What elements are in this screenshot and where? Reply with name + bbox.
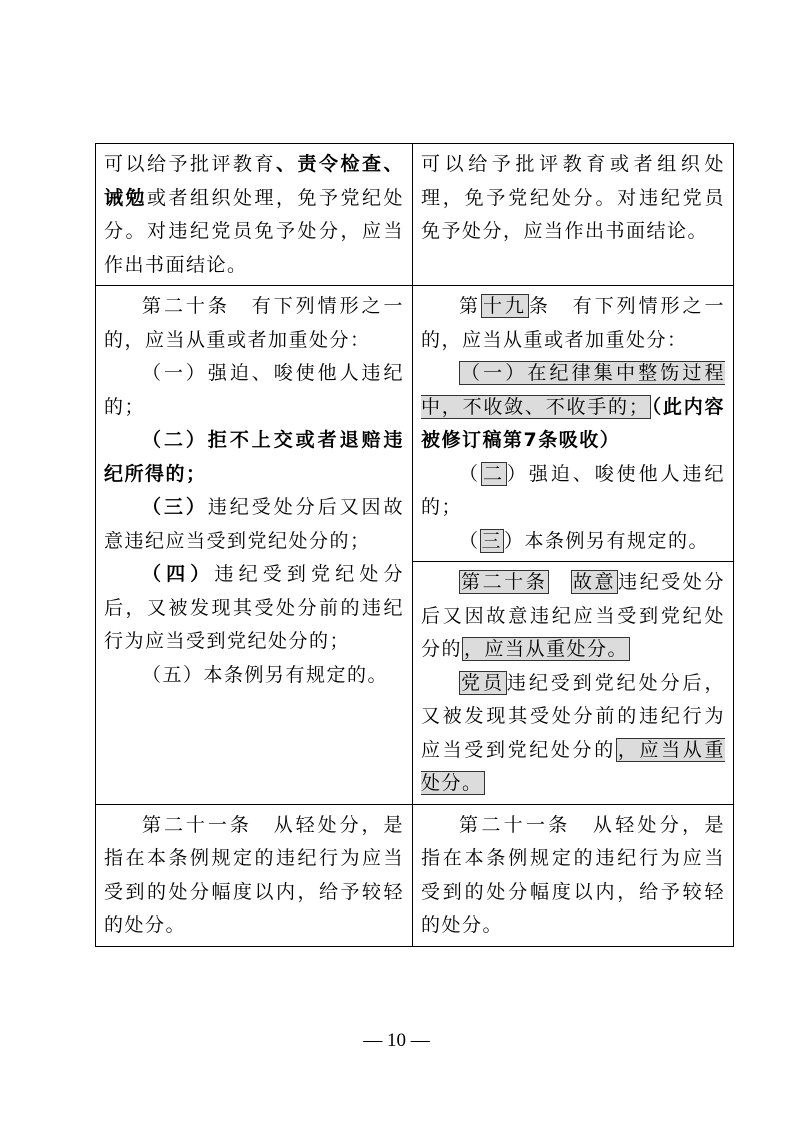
- table-row: [96, 804, 734, 946]
- highlighted-text: ，应当从重处分。: [464, 638, 629, 660]
- table-cell-revised: [413, 804, 734, 946]
- comparison-table: [95, 143, 734, 947]
- paragraph: [104, 659, 404, 693]
- paragraph: [421, 809, 725, 943]
- text-span: （: [459, 462, 481, 485]
- bold-text: 、责令检查、诫勉: [104, 153, 404, 209]
- text-span: 第: [459, 295, 481, 317]
- table-cell-revised: [413, 286, 734, 805]
- table-cell-revised: [413, 144, 734, 286]
- text-span: 第二十一条 从轻处分，是指在本条例规定的违纪行为应当受到的处分幅度以内，给予较轻的处分。: [104, 813, 404, 936]
- text-span: 违纪受到党纪处分后，又被发现其受处分前的违纪行为应当受到党纪处分的: [421, 671, 725, 761]
- table-row: [96, 144, 734, 286]
- paragraph: [421, 667, 725, 801]
- bold-text: （三）: [142, 496, 208, 518]
- text-span: 可以给予批评教育或者组织处理，免予党纪处分。对违纪党员免予处分，应当作出书面结论。: [421, 153, 725, 242]
- paragraph: [104, 357, 404, 424]
- paragraph: [421, 148, 725, 249]
- highlighted-text: 三: [481, 529, 503, 552]
- bold-text: （此内容被修订稿第7条吸收）: [421, 395, 725, 451]
- paragraph: [421, 566, 725, 667]
- paragraph: [421, 357, 725, 458]
- text-span: 违纪受到党纪处分后，又被发现其受处分前的违纪行为应当受到党纪处分的；: [104, 563, 404, 652]
- paragraph: [104, 491, 404, 558]
- highlighted-text: ，应当从重处分。: [421, 738, 725, 794]
- paragraph: [104, 809, 404, 943]
- text-span: 可以给予批评教育: [104, 153, 276, 175]
- highlighted-text: 二: [482, 462, 505, 485]
- text-span: [549, 571, 571, 593]
- text-span: 第二十条 有下列情形之一的，应当从重或者加重处分：: [104, 295, 404, 351]
- paragraph: [104, 148, 404, 282]
- paragraph: [421, 525, 725, 559]
- text-span: 违纪受处分后又因故意违纪应当受到党纪处分的: [421, 571, 725, 660]
- paragraph: [421, 458, 725, 525]
- bold-text: （二）拒不上交或者退赔违纪所得的；: [104, 429, 404, 485]
- text-span: （: [459, 529, 480, 552]
- table-subcell: [413, 561, 733, 804]
- highlighted-text: 党员: [461, 671, 505, 694]
- text-span: 违纪受处分后又因故意违纪应当受到党纪处分的；: [104, 496, 404, 552]
- paragraph: [104, 290, 404, 357]
- table-row: [96, 286, 734, 805]
- highlighted-text: 十九: [482, 295, 527, 317]
- paragraph: [104, 424, 404, 491]
- paragraph: [104, 558, 404, 659]
- highlighted-text: （一）在纪律集中整饬过程中，不收敛、不收手的；: [421, 362, 725, 418]
- table-subcell: [413, 286, 733, 561]
- table-cell-original: [96, 804, 413, 946]
- text-span: 或者组织处理，免予党纪处分。对违纪党员免予处分，应当作出书面结论。: [104, 186, 404, 276]
- paragraph: [421, 290, 725, 357]
- highlighted-text: 第二十条: [461, 571, 548, 593]
- text-span: 第二十一条 从轻处分，是指在本条例规定的违纪行为应当受到的处分幅度以内，给予较轻的处分。: [421, 813, 725, 936]
- page-number: — 10 —: [363, 1030, 430, 1051]
- highlighted-text: 故意: [572, 571, 617, 593]
- bold-text: （四）: [142, 563, 215, 585]
- text-span: ）本条例另有规定的。: [504, 529, 710, 552]
- table-cell-original: [96, 144, 413, 286]
- text-span: （一）强迫、唆使他人违纪的；: [104, 362, 404, 418]
- text-span: ）强迫、唆使他人违纪的；: [421, 462, 725, 518]
- text-span: （五）本条例另有规定的。: [142, 663, 389, 686]
- text-span: 条 有下列情形之一的，应当从重或者加重处分：: [421, 295, 725, 351]
- table-cell-original: [96, 286, 413, 805]
